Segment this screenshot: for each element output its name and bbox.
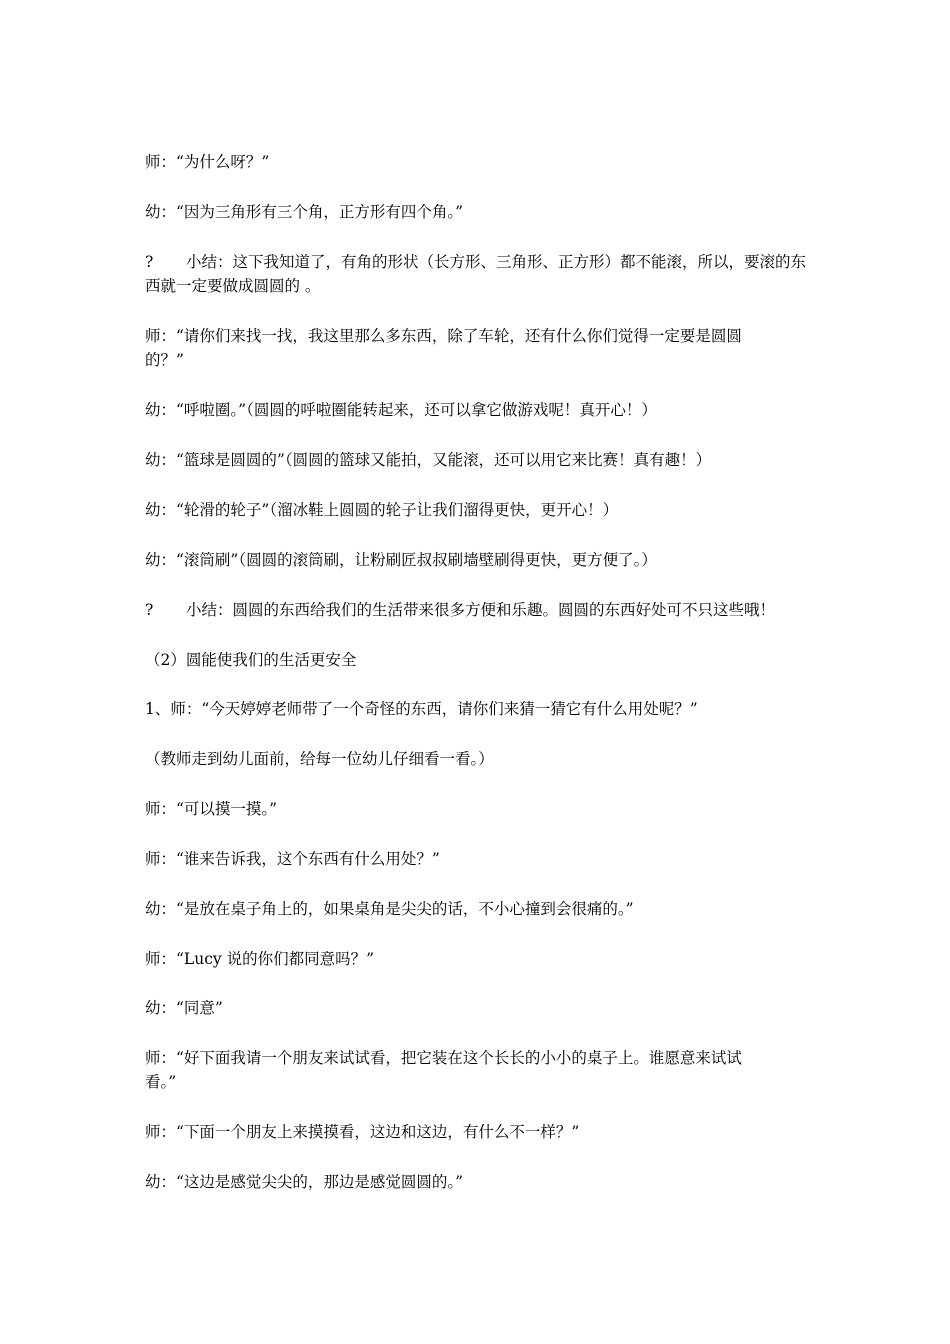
dialogue-line: 幼：“篮球是圆圆的”（圆圆的篮球又能拍，又能滚，还可以用它来比赛！真有趣！） <box>145 451 712 469</box>
dialogue-line: 幼：“同意” <box>145 999 223 1017</box>
dialogue-line: 师：“谁来告诉我，这个东西有什么用处？” <box>145 850 440 868</box>
summary-first-line <box>145 250 815 274</box>
dialogue-line: 幼：“因为三角形有三个角，正方形有四个角。” <box>145 203 464 221</box>
line-part: 师：“好下面我请一个朋友来试试看，把它装在这个长长的小小的桌子上。谁愿意来试试 <box>145 1049 742 1067</box>
dialogue-line: 幼：“呼啦圈。”（圆圆的呼啦圈能转起来，还可以拿它做游戏呢！真开心！） <box>145 401 657 419</box>
stage-direction: （教师走到幼儿面前，给每一位幼儿仔细看一看。） <box>145 750 494 768</box>
dialogue-line: 幼：“滚筒刷”（圆圆的滚筒刷，让粉刷匠叔叔刷墙壁刷得更快，更方便了。） <box>145 551 657 569</box>
dialogue-line: 师：“Lucy 说的你们都同意吗？” <box>145 950 374 968</box>
dialogue-line: 幼：“轮滑的轮子”（溜冰鞋上圆圆的轮子让我们溜得更快，更开心！） <box>145 501 619 519</box>
summary-text: 小结：圆圆的东西给我们的生活带来很多方便和乐趣。圆圆的东西好处可不只这些哦！ <box>186 601 776 619</box>
dialogue-line: 1、师：“今天婷婷老师带了一个奇怪的东西，请你们来猜一猜它有什么用处呢？” <box>145 700 698 718</box>
line-part: 师：“请你们来找一找，我这里那么多东西，除了车轮，还有什么你们觉得一定要是圆圆 <box>145 327 742 345</box>
line-continuation: 看。” <box>145 1073 177 1091</box>
dialogue-line: 师：“下面一个朋友上来摸摸看，这边和这边，有什么不一样？” <box>145 1123 580 1141</box>
dialogue-line <box>145 324 815 372</box>
summary-first-line <box>145 598 825 622</box>
summary-continuation: 西就一定要做成圆圆的 。 <box>145 277 321 295</box>
summary-paragraph <box>145 250 815 298</box>
dialogue-line <box>145 1046 815 1094</box>
summary-paragraph <box>145 598 825 622</box>
dialogue-line: 师：“为什么呀？” <box>145 153 270 171</box>
dialogue-line: 幼：“是放在桌子角上的，如果桌角是尖尖的话，不小心撞到会很痛的。” <box>145 900 634 918</box>
dialogue-line: 幼：“这边是感觉尖尖的，那边是感觉圆圆的。” <box>145 1173 464 1191</box>
dialogue-line: 师：“可以摸一摸。” <box>145 800 278 818</box>
summary-text: 小结：这下我知道了，有角的形状（长方形、三角形、正方形）都不能滚，所以，要滚的东 <box>186 253 807 271</box>
section-heading: （2）圆能使我们的生活更安全 <box>145 651 357 669</box>
bullet-marker: ? <box>145 253 154 271</box>
line-continuation: 的？” <box>145 351 184 369</box>
bullet-marker: ? <box>145 601 154 619</box>
